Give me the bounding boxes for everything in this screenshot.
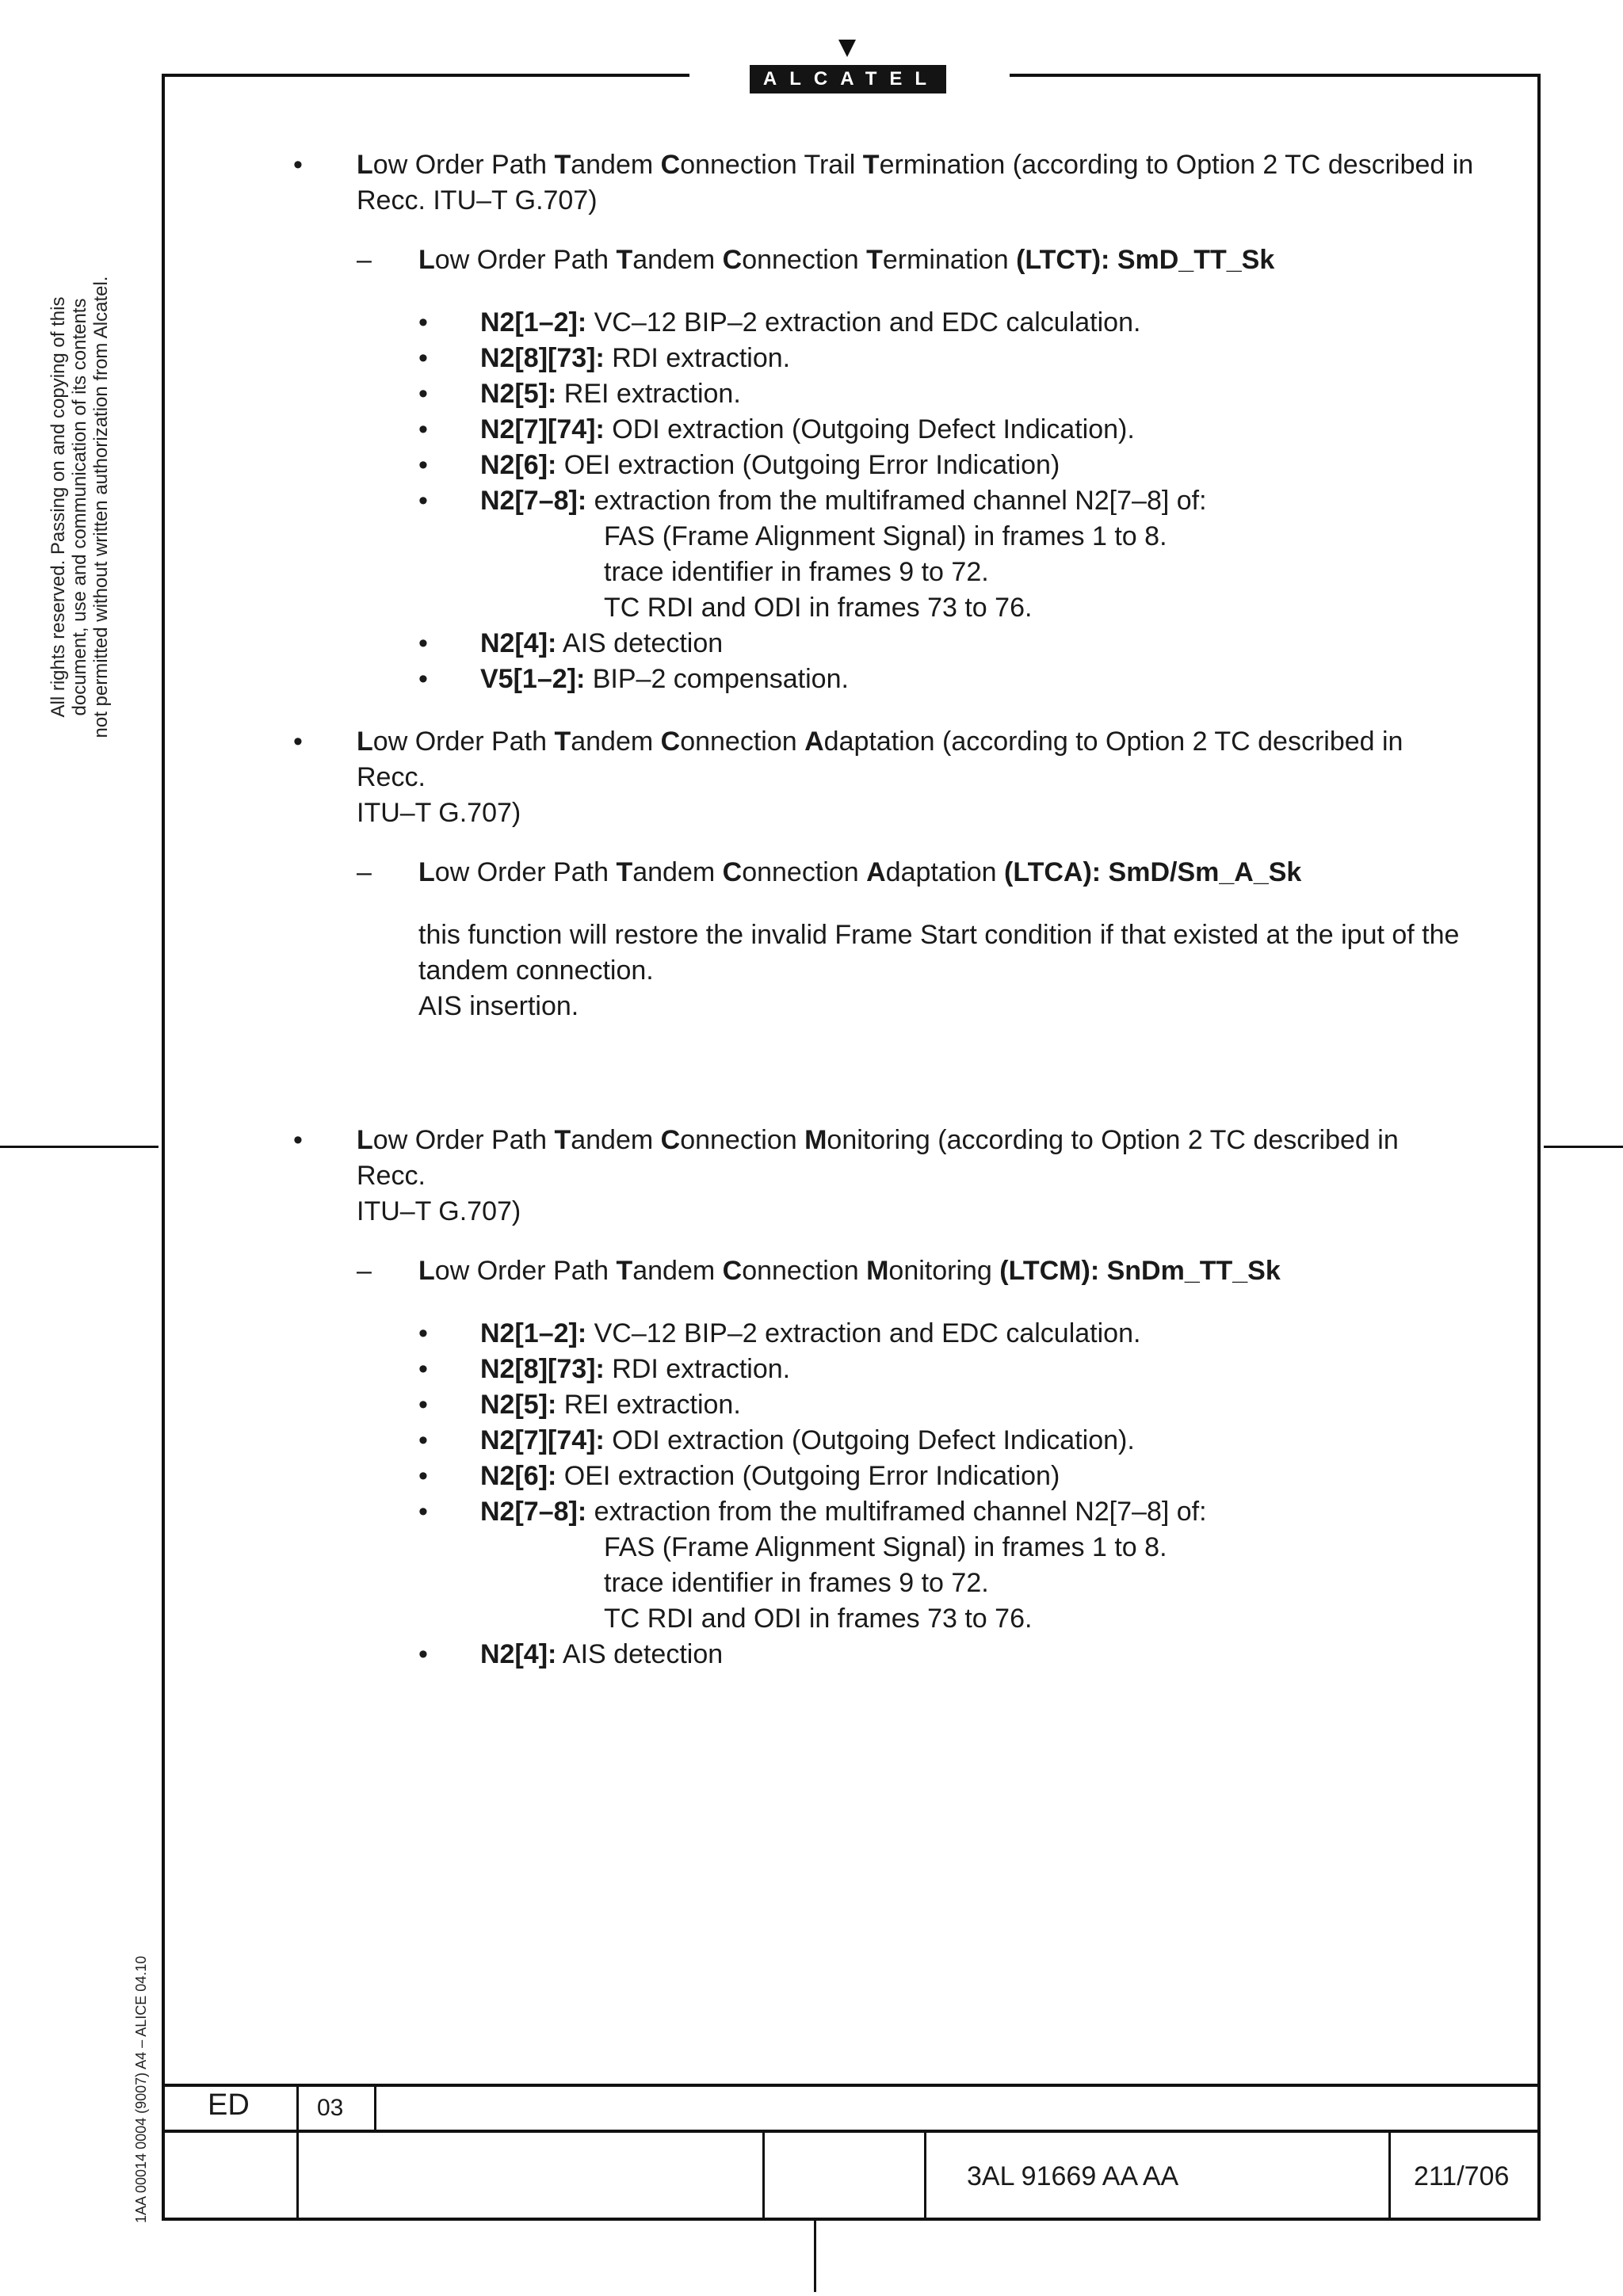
list-item: • N2[8][73]: RDI extraction. bbox=[418, 1354, 791, 1384]
paragraph-line: this function will restore the invalid Frame Start condition if that existed at the iput of the bbox=[418, 920, 1460, 950]
section-heading: • Low Order Path Tandem Connection Trail Termination (according to Option 2 TC described in Recc. ITU–T G.707) bbox=[285, 147, 1474, 219]
continuation-line: TC RDI and ODI in frames 73 to 76. bbox=[604, 1604, 1033, 1634]
paragraph-line: tandem connection. bbox=[418, 955, 654, 986]
section-heading: • Low Order Path Tandem Connection Adaptation (according to Option 2 TC described in Recc. ITU–T G.707) bbox=[285, 724, 1474, 831]
sub-heading: – Low Order Path Tandem Connection Adaptation (LTCA): SmD/Sm_A_Sk bbox=[285, 855, 1474, 891]
list-item: • N2[8][73]: RDI extraction. bbox=[418, 343, 791, 373]
list-item: • N2[4]: AIS detection bbox=[418, 1639, 724, 1669]
rights-line: document, use and communication of its contents bbox=[69, 298, 90, 716]
page-number: 211/706 bbox=[1414, 2161, 1510, 2191]
footer-divider bbox=[762, 2130, 765, 2221]
footer-rule bbox=[162, 2084, 1541, 2087]
dash: – bbox=[357, 245, 372, 275]
sub-heading: – Low Order Path Tandem Connection Termination (LTCT): SmD_TT_Sk bbox=[285, 242, 1474, 278]
footer-divider bbox=[296, 2084, 299, 2221]
paragraph-line: AIS insertion. bbox=[418, 991, 579, 1021]
bullet: • bbox=[293, 1125, 303, 1155]
title-block bbox=[162, 2084, 1541, 2221]
item-list bbox=[285, 305, 1474, 697]
list-item: • N2[7–8]: extraction from the multiframed channel N2[7–8] of: bbox=[418, 1497, 1207, 1527]
continuation-line: trace identifier in frames 9 to 72. bbox=[604, 557, 989, 587]
list-item: • N2[7][74]: ODI extraction (Outgoing Defect Indication). bbox=[418, 1425, 1135, 1455]
rights-line: All rights reserved. Passing on and copying of this bbox=[48, 296, 69, 718]
rights-line: not permitted without written authorization from Alcatel. bbox=[90, 276, 112, 738]
footer-rule bbox=[162, 2130, 1541, 2133]
continuation-line: FAS (Frame Alignment Signal) in frames 1 to 8. bbox=[604, 1532, 1167, 1562]
list-item: • N2[1–2]: VC–12 BIP–2 extraction and EDC calculation. bbox=[418, 307, 1141, 338]
dash: – bbox=[357, 857, 372, 887]
form-code: 1AA 00014 0004 (9007) A4 – ALICE 04.10 bbox=[133, 1955, 149, 2223]
item-list bbox=[285, 1316, 1474, 1672]
document-number: 3AL 91669 AA AA bbox=[967, 2161, 1179, 2191]
fold-mark-left bbox=[0, 1146, 158, 1148]
list-item: • V5[1–2]: BIP–2 compensation. bbox=[418, 664, 849, 694]
sub-heading: – Low Order Path Tandem Connection Monitoring (LTCM): SnDm_TT_Sk bbox=[285, 1253, 1474, 1289]
section-heading: • Low Order Path Tandem Connection Monitoring (according to Option 2 TC described in Recc. ITU–T G.707) bbox=[285, 1123, 1474, 1230]
list-item: • N2[7][74]: ODI extraction (Outgoing Defect Indication). bbox=[418, 414, 1135, 444]
list-item: • N2[5]: REI extraction. bbox=[418, 1390, 741, 1420]
list-item: • N2[5]: REI extraction. bbox=[418, 379, 741, 409]
footer-divider bbox=[924, 2130, 926, 2221]
continuation-line: trace identifier in frames 9 to 72. bbox=[604, 1568, 989, 1598]
fold-mark-right bbox=[1544, 1146, 1623, 1148]
list-item: • N2[1–2]: VC–12 BIP–2 extraction and EDC calculation. bbox=[418, 1318, 1141, 1348]
alcatel-logo: ALCATEL bbox=[750, 65, 946, 93]
fold-mark-bottom bbox=[814, 2221, 816, 2292]
ed-value: 03 bbox=[317, 2095, 344, 2121]
document-body bbox=[285, 147, 1474, 1672]
list-item: • N2[6]: OEI extraction (Outgoing Error Indication) bbox=[418, 450, 1060, 480]
continuation-line: FAS (Frame Alignment Signal) in frames 1 to 8. bbox=[604, 521, 1167, 551]
list-item: • N2[7–8]: extraction from the multiframed channel N2[7–8] of: bbox=[418, 486, 1207, 516]
ed-label: ED bbox=[208, 2088, 250, 2122]
footer-divider bbox=[374, 2084, 376, 2130]
footer-divider bbox=[1388, 2130, 1391, 2221]
rights-notice bbox=[48, 230, 112, 784]
description-paragraph bbox=[285, 917, 1474, 1024]
logo-triangle-icon bbox=[838, 40, 856, 57]
bullet: • bbox=[293, 150, 303, 180]
list-item: • N2[4]: AIS detection bbox=[418, 628, 724, 658]
dash: – bbox=[357, 1256, 372, 1286]
list-item: • N2[6]: OEI extraction (Outgoing Error Indication) bbox=[418, 1461, 1060, 1491]
bullet: • bbox=[293, 727, 303, 757]
continuation-line: TC RDI and ODI in frames 73 to 76. bbox=[604, 593, 1033, 623]
